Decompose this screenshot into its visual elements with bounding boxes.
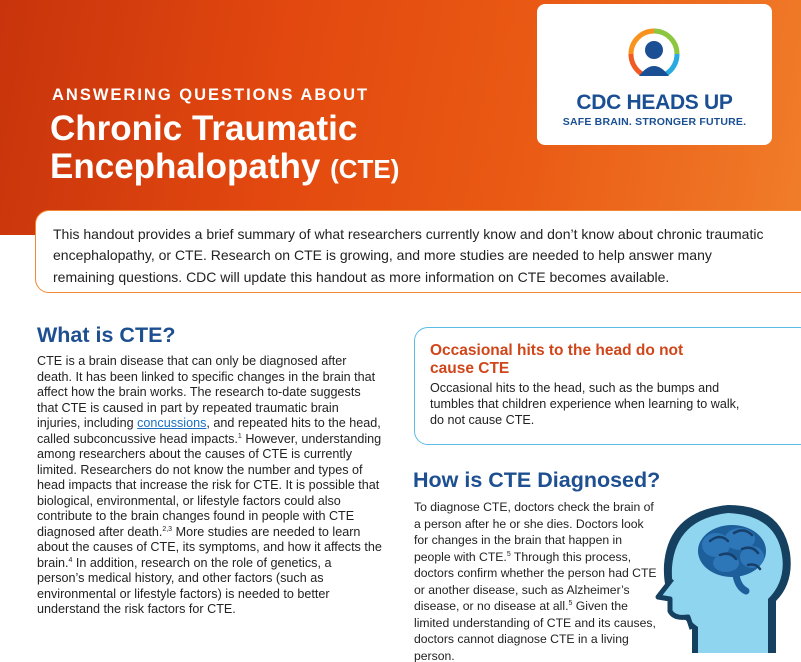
callout-title: Occasional hits to the head do not cause CTE <box>430 342 684 377</box>
diagnosis-text-3: Given the limited understanding of CTE and its causes, doctors cannot diagnose CTE in a living person. <box>414 599 656 662</box>
title-abbreviation: (CTE) <box>330 154 400 184</box>
diagnosis-heading: How is CTE Diagnosed? <box>413 468 661 492</box>
heads-up-logo-icon <box>626 26 682 82</box>
reference-marker: 5 <box>568 599 573 607</box>
what-is-cte-heading: What is CTE? <box>37 323 176 347</box>
header-kicker: ANSWERING QUESTIONS ABOUT <box>52 86 370 104</box>
logo-tagline: SAFE BRAIN. STRONGER FUTURE. <box>562 116 747 128</box>
what-is-cte-body <box>37 354 382 618</box>
reference-marker: 5 <box>506 550 511 558</box>
diagnosis-text-1: To diagnose CTE, doctors check the brain of a person after he or she dies. Doctors look for changes in the brain that happen in people with CTE. <box>414 500 654 564</box>
concussions-link[interactable]: concussions <box>137 416 207 430</box>
what-is-cte-text-1: CTE is a brain disease that can only be diagnosed after death. It has been linked to specific changes in the brain that affect how the brain works. The research to-date suggests that CTE is caused in part by repeated traumatic brain injuries, including <box>37 354 376 430</box>
what-is-cte-text-3: However, understanding among researchers about the causes of CTE is currently limited. Researchers do not know the number and types of head impacts that increase the risk for CTE. It is possible that biological, environmental, or lifestyle factors could also contribute to the brain changes found in people with CTE diagnosed after death. <box>37 431 382 539</box>
callout-box <box>414 327 801 445</box>
diagnosis-text-2: Through this process, doctors confirm whether the person had CTE or another disease, such as Alzheimer’s disease, or no disease at all. <box>414 549 657 613</box>
what-is-cte-text-4: More studies are needed to learn about the causes of CTE, its symptoms, and how it affects the brain. <box>37 524 382 570</box>
intro-text: This handout provides a brief summary of what researchers currently know and don’t know about chronic traumatic encephalopathy, or CTE. Research on CTE is growing, and more studies are needed to help answer many remaining questions. CDC will update this handout as more information on CTE becomes available. <box>53 226 764 285</box>
callout-body: Occasional hits to the head, such as the bumps and tumbles that children experience when learning to walk, do not cause CTE. <box>430 381 740 427</box>
reference-marker: 2,3 <box>162 525 173 533</box>
what-is-cte-text-2: , and repeated hits to the head, called subconcussive head impacts. <box>37 416 381 446</box>
reference-marker: 4 <box>68 556 73 564</box>
what-is-cte-text-5: In addition, research on the role of genetics, a person’s medical history, and other factors (such as environmental or lifestyle factors) is needed to better understand the risk factors for CTE. <box>37 555 332 616</box>
reference-marker: 1 <box>237 432 242 440</box>
page-title <box>50 110 399 188</box>
intro-box <box>35 210 801 293</box>
title-line-2: Encephalopathy <box>50 147 321 186</box>
head-brain-icon <box>640 493 801 653</box>
cdc-heads-up-logo <box>537 4 772 145</box>
title-line-1: Chronic Traumatic <box>50 109 358 148</box>
logo-name: CDC HEADS UP <box>576 91 733 114</box>
diagnosis-body <box>414 499 660 662</box>
